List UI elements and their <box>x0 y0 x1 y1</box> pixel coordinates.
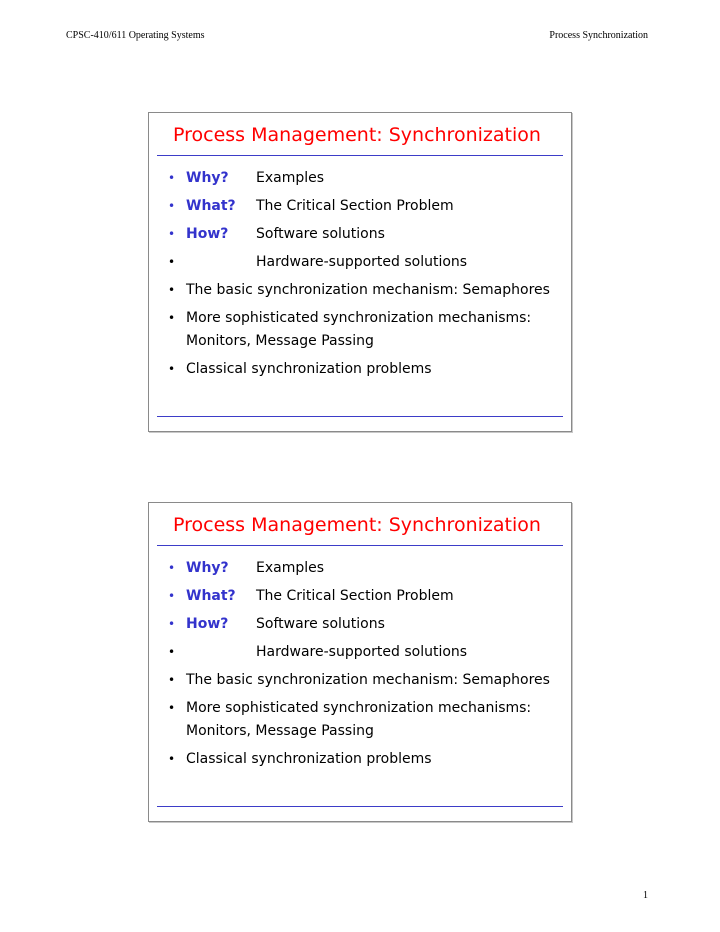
list-item <box>168 585 563 608</box>
title-divider <box>157 545 563 546</box>
list-item <box>168 697 563 743</box>
item-text: The Critical Section Problem <box>256 198 454 214</box>
item-text: More sophisticated synchronization mechanisms: Monitors, Message Passing <box>186 700 532 739</box>
item-text: Hardware-supported solutions <box>256 254 468 270</box>
header-course: CPSC-410/611 Operating Systems <box>66 30 205 41</box>
item-text: Hardware-supported solutions <box>256 644 468 660</box>
slide-title: Process Management: Synchronization <box>173 514 541 536</box>
item-text: Software solutions <box>256 226 385 242</box>
list-item <box>168 223 563 246</box>
bullet-list <box>168 557 563 776</box>
list-item <box>168 307 563 353</box>
item-text: Examples <box>256 170 325 186</box>
keyword: How? <box>186 616 229 632</box>
item-text: Classical synchronization problems <box>186 361 432 377</box>
list-item <box>168 613 563 636</box>
item-text: Software solutions <box>256 616 385 632</box>
list-item <box>168 748 563 771</box>
bullet-icon: • <box>168 255 176 269</box>
bottom-divider <box>157 416 563 417</box>
bullet-icon: • <box>168 589 176 603</box>
bullet-icon: • <box>168 752 176 766</box>
page-number: 1 <box>643 890 648 901</box>
slide-title: Process Management: Synchronization <box>173 124 541 146</box>
list-item <box>168 641 563 664</box>
bullet-icon: • <box>168 701 176 715</box>
bullet-icon: • <box>168 283 176 297</box>
item-text: The basic synchronization mechanism: Semaphores <box>186 672 550 688</box>
item-text: Classical synchronization problems <box>186 751 432 767</box>
list-item <box>168 358 563 381</box>
bullet-list <box>168 167 563 386</box>
bullet-icon: • <box>168 171 176 185</box>
list-item <box>168 557 563 580</box>
bullet-icon: • <box>168 199 176 213</box>
item-text: Examples <box>256 560 325 576</box>
bullet-icon: • <box>168 362 176 376</box>
bullet-icon: • <box>168 617 176 631</box>
bullet-icon: • <box>168 311 176 325</box>
keyword: What? <box>186 588 236 604</box>
list-item <box>168 669 563 692</box>
list-item <box>168 167 563 190</box>
keyword: How? <box>186 226 229 242</box>
list-item <box>168 251 563 274</box>
item-text: The basic synchronization mechanism: Semaphores <box>186 282 550 298</box>
list-item <box>168 279 563 302</box>
bullet-icon: • <box>168 561 176 575</box>
bullet-icon: • <box>168 645 176 659</box>
keyword: Why? <box>186 560 229 576</box>
bullet-icon: • <box>168 227 176 241</box>
keyword: What? <box>186 198 236 214</box>
slide-2 <box>148 502 572 822</box>
bullet-icon: • <box>168 673 176 687</box>
list-item <box>168 195 563 218</box>
slide-1 <box>148 112 572 432</box>
keyword: Why? <box>186 170 229 186</box>
item-text: The Critical Section Problem <box>256 588 454 604</box>
item-text: More sophisticated synchronization mechanisms: Monitors, Message Passing <box>186 310 532 349</box>
header-topic: Process Synchronization <box>549 30 648 41</box>
title-divider <box>157 155 563 156</box>
bottom-divider <box>157 806 563 807</box>
